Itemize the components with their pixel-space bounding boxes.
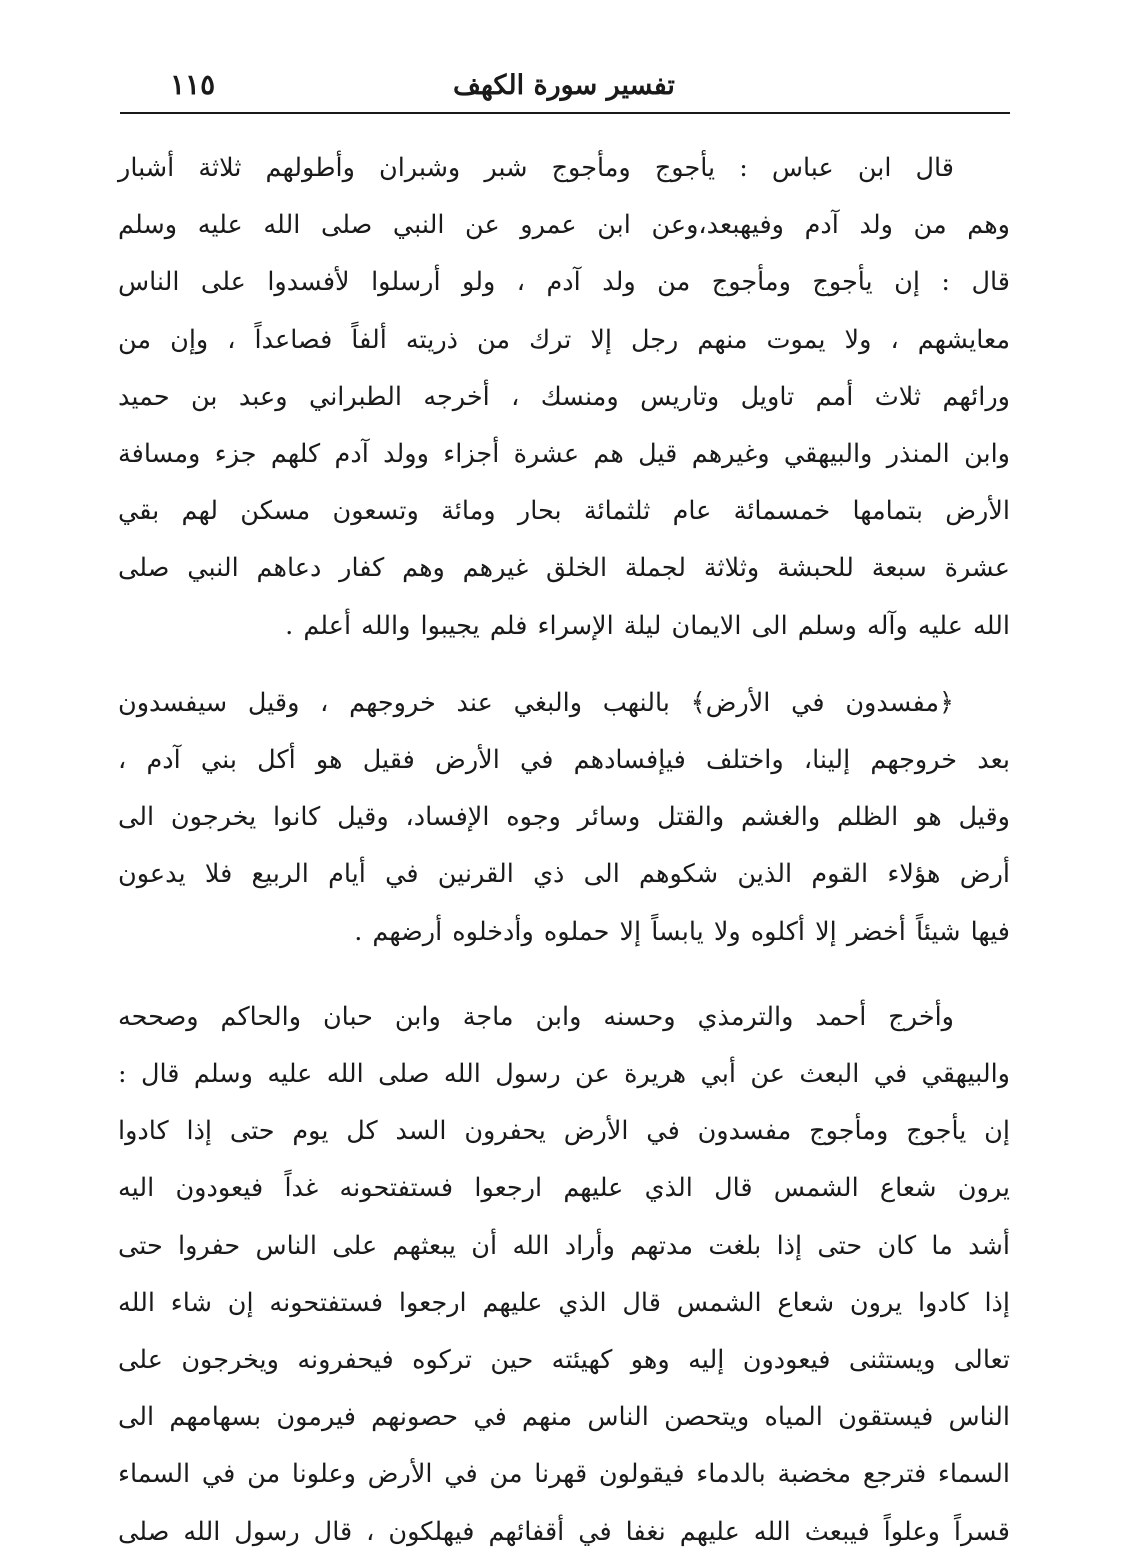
text-line: أرض هؤلاء القوم الذين شكوهم الى ذي القرنين في أيام الربيع فلا يدعون — [118, 859, 1010, 890]
text-line: إذا كادوا يرون شعاع الشمس قال الذي عليهم ارجعوا فستفتحونه إن شاء الله — [118, 1287, 1010, 1318]
text-line: قسراً وعلواً فيبعث الله عليهم نغفا في أقفائهم فيهلكون ، قال رسول الله صلى — [118, 1516, 1010, 1547]
page-number: ١١٥ — [170, 68, 216, 101]
text-line: والبيهقي في البعث عن أبي هريرة عن رسول الله صلى الله عليه وسلم قال : — [118, 1059, 1010, 1090]
main-text — [118, 140, 1010, 1561]
header-divider — [120, 112, 1010, 114]
text-line: تعالى ويستثنى فيعودون إليه وهو كهيئته حين تركوه فيحفرونه ويخرجون على — [118, 1345, 1010, 1376]
text-line: الأرض بتمامها خمسمائة عام ثلثمائة بحار ومائة وتسعون مسكن لهم بقي — [118, 496, 1010, 527]
text-line: إن يأجوج ومأجوج مفسدون في الأرض يحفرون السد كل يوم حتى إذا كادوا — [118, 1116, 1010, 1147]
text-line: قال ابن عباس : يأجوج ومأجوج شبر وشبران وأطولهم ثلاثة أشبار — [118, 153, 954, 183]
paragraph-hadith — [118, 989, 1010, 1561]
text-line: معايشهم ، ولا يموت منهم رجل إلا ترك من ذريته ألفاً فصاعداً ، وإن من — [118, 324, 1010, 355]
text-line: وهم من ولد آدم وفيهبعد،وعن ابن عمرو عن النبي صلى الله عليه وسلم — [118, 210, 1010, 241]
text-line: ﴿مفسدون في الأرض﴾ بالنهب والبغي عند خروجهم ، وقيل سيفسدون — [118, 687, 954, 718]
text-line: عشرة سبعة للحبشة وثلاثة لجملة الخلق غيرهم وهم كفار دعاهم النبي صلى — [118, 553, 1010, 584]
text-line: يرون شعاع الشمس قال الذي عليهم ارجعوا فستفتحونه غداً فيعودون اليه — [118, 1173, 1010, 1204]
text-line: ورائهم ثلاث أمم تاويل وتاريس ومنسك ، أخرجه الطبراني وعبد بن حميد — [118, 381, 1010, 412]
text-line: وابن المنذر والبيهقي وغيرهم قيل هم عشرة أجزاء وولد آدم كلهم جزء ومسافة — [118, 439, 1010, 470]
text-line: وقيل هو الظلم والغشم والقتل وسائر وجوه الإفساد، وقيل كانوا يخرجون الى — [118, 802, 1010, 833]
text-line: فيها شيئاً أخضر إلا أكلوه ولا يابساً إلا حملوه وأدخلوه أرضهم . — [354, 916, 1010, 947]
paragraph-ibn-abbas — [118, 140, 1010, 655]
text-line: بعد خروجهم إلينا، واختلف فيإفسادهم في الأرض فقيل هو أكل بني آدم ، — [118, 745, 1010, 776]
text-line: الناس فيستقون المياه ويتحصن الناس منهم في حصونهم فيرمون بسهامهم الى — [118, 1402, 1010, 1433]
running-header — [118, 60, 1010, 112]
text-line: الله عليه وآله وسلم الى الايمان ليلة الإسراء فلم يجيبوا والله أعلم . — [285, 610, 1010, 641]
paragraph-mufsidun — [118, 675, 1010, 961]
text-line: قال : إن يأجوج ومأجوج من ولد آدم ، ولو أرسلوا لأفسدوا على الناس — [118, 267, 1010, 298]
chapter-title: تفسير سورة الكهف — [453, 70, 675, 101]
text-line: وأخرج أحمد والترمذي وحسنه وابن ماجة وابن حبان والحاكم وصححه — [118, 1001, 954, 1032]
text-line: أشد ما كان حتى إذا بلغت مدتهم وأراد الله أن يبعثهم على الناس حفروا حتى — [118, 1230, 1010, 1261]
text-line: السماء فترجع مخضبة بالدماء فيقولون قهرنا من في الأرض وعلونا من في السماء — [118, 1459, 1010, 1490]
